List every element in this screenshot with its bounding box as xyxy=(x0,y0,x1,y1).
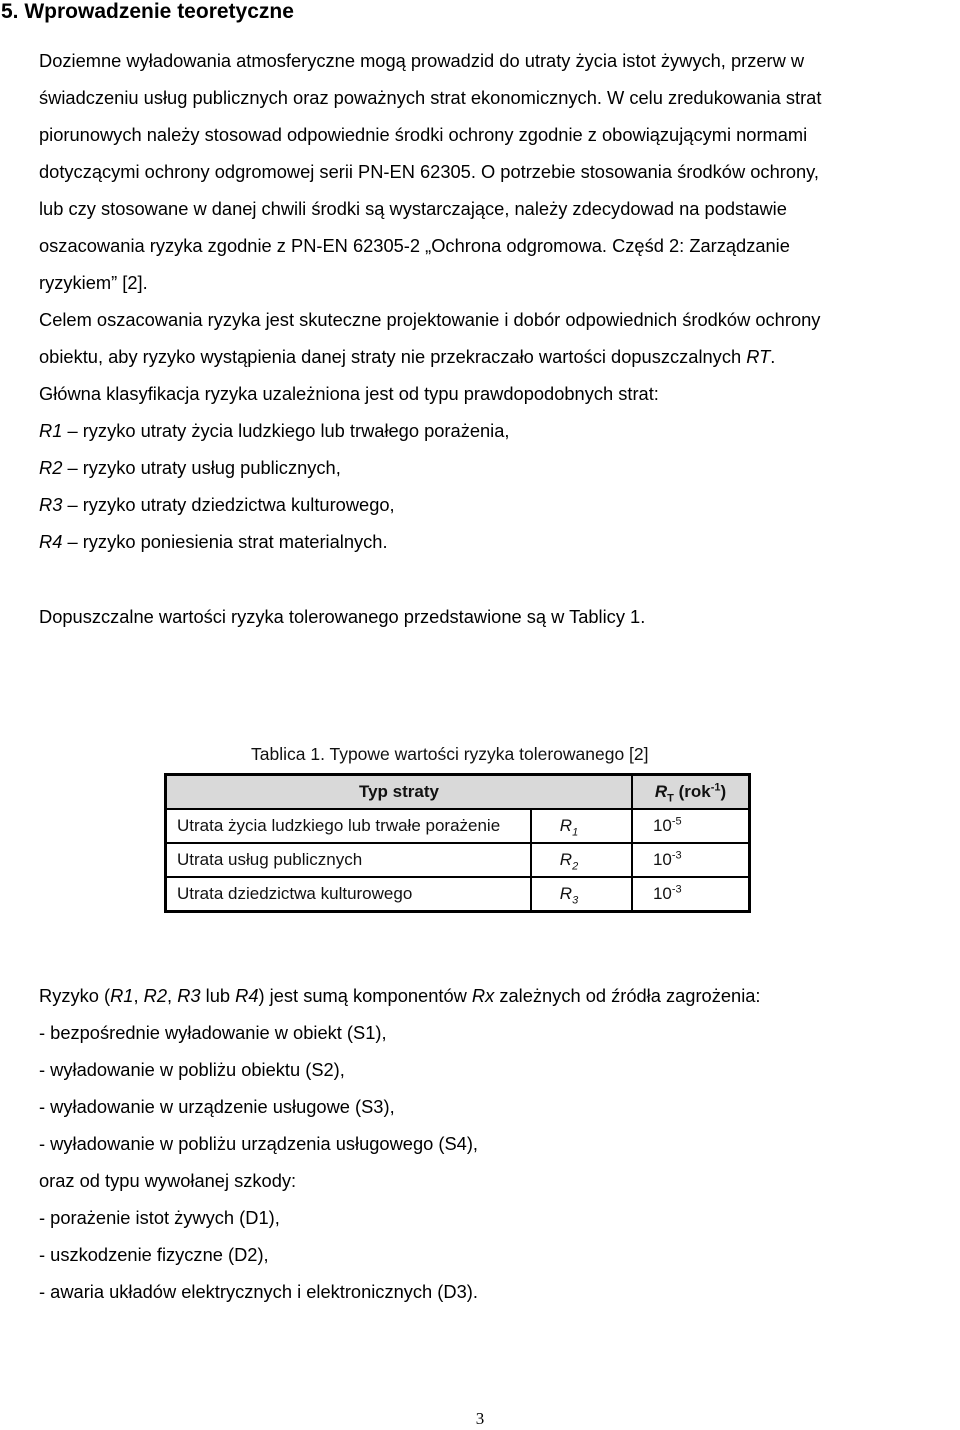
header-tolerable-risk xyxy=(632,775,750,810)
classification-paragraph: Główna klasyfikacja ryzyka uzależniona jest od typu prawdopodobnych strat: xyxy=(39,383,659,404)
risk-symbol: R2 xyxy=(39,457,63,478)
text-segment: ) jest sumą komponentów xyxy=(258,985,472,1006)
risk-description: – ryzyko utraty usług publicznych, xyxy=(62,457,341,478)
value-exponent: -3 xyxy=(671,883,682,896)
table-row xyxy=(166,877,750,912)
source-list-item: - wyładowanie w pobliżu urządzenia usługowego (S4), xyxy=(39,1133,478,1154)
text-segment: , xyxy=(133,985,144,1006)
source-list-item: - bezpośrednie wyładowanie w obiekt (S1), xyxy=(39,1022,387,1043)
intro-section xyxy=(39,42,960,560)
loss-type-cell: Utrata usług publicznych xyxy=(166,843,531,877)
value-exponent: -5 xyxy=(671,815,682,828)
symbol-main: R xyxy=(559,850,573,869)
risk-symbol-cell xyxy=(531,843,632,877)
text-segment: , xyxy=(167,985,178,1006)
header-unit: (rok xyxy=(673,782,711,801)
text-line xyxy=(39,346,775,367)
risk-list-item xyxy=(39,449,960,486)
text-line: oszacowania ryzyka zgodnie z PN-EN 62305-2 „Ochrona odgromowa. Częśd 2: Zarządzanie xyxy=(39,235,790,256)
header-close: ) xyxy=(720,782,727,801)
damage-intro-line: oraz od typu wywołanej szkody: xyxy=(39,1170,297,1191)
text-line: dotyczącymi ochrony odgromowej serii PN-EN 62305. O potrzebie stosowania środków ochrony, xyxy=(39,161,820,182)
text-line: ryzykiem” [2]. xyxy=(39,272,148,293)
text-line: świadczeniu usług publicznych oraz poważnych strat ekonomicznych. W celu zredukowania strat xyxy=(39,87,822,108)
risk-symbol: Rx xyxy=(471,985,495,1006)
symbol-subscript: 1 xyxy=(572,826,579,839)
page-number: 3 xyxy=(475,1409,485,1428)
risk-symbol: RT xyxy=(746,346,771,367)
damage-list-item: - uszkodzenie fizyczne (D2), xyxy=(39,1244,269,1265)
objective-paragraph xyxy=(39,301,960,375)
risk-value-cell xyxy=(632,877,750,912)
header-symbol: R xyxy=(654,782,668,801)
table-row xyxy=(166,809,750,843)
symbol-main: R xyxy=(559,816,573,835)
text-line: lub czy stosowane w danej chwili środki są wystarczające, należy zdecydowad na podstawie xyxy=(39,198,787,219)
risk-list-item xyxy=(39,412,960,449)
text-segment: obiektu, aby ryzyko wystąpienia danej straty nie przekraczało wartości dopuszczalnych xyxy=(39,346,747,367)
symbol-subscript: 2 xyxy=(572,860,579,873)
risk-symbol: R4 xyxy=(235,985,259,1006)
risk-value-cell xyxy=(632,809,750,843)
risk-list-item xyxy=(39,523,960,560)
symbol-subscript: 3 xyxy=(572,894,579,907)
value-exponent: -3 xyxy=(671,849,682,862)
table-row xyxy=(166,843,750,877)
header-subscript: T xyxy=(667,792,674,805)
text-line: Celem oszacowania ryzyka jest skuteczne projektowanie i dobór odpowiednich środków ochrony xyxy=(39,309,821,330)
table-caption: Tablica 1. Typowe wartości ryzyka tolerowanego [2] xyxy=(251,744,649,764)
value-base: 10 xyxy=(652,884,672,903)
risk-description: – ryzyko utraty życia ludzkiego lub trwałego porażenia, xyxy=(62,420,510,441)
text-line: piorunowych należy stosowad odpowiednie środki ochrony zgodnie z obowiązującymi normami xyxy=(39,124,808,145)
risk-symbol-cell xyxy=(531,809,632,843)
risk-symbol: R3 xyxy=(177,985,201,1006)
risk-symbol: R4 xyxy=(39,531,63,552)
table-header-row xyxy=(166,775,750,810)
text-segment: Ryzyko ( xyxy=(39,985,111,1006)
risk-symbol: R1 xyxy=(110,985,134,1006)
risk-description: – ryzyko utraty dziedzictwa kulturowego, xyxy=(62,494,395,515)
source-list-item: - wyładowanie w pobliżu obiektu (S2), xyxy=(39,1059,345,1080)
symbol-main: R xyxy=(559,884,573,903)
risk-symbol-cell xyxy=(531,877,632,912)
header-loss-type: Typ straty xyxy=(166,775,632,810)
risk-table xyxy=(164,773,751,913)
loss-type-cell: Utrata życia ludzkiego lub trwałe porażenie xyxy=(166,809,531,843)
damage-list-item: - awaria układów elektrycznych i elektronicznych (D3). xyxy=(39,1281,478,1302)
risk-symbol: R1 xyxy=(39,420,63,441)
text-segment: zależnych od źródła zagrożenia: xyxy=(494,985,761,1006)
risk-list-item xyxy=(39,486,960,523)
header-exponent: -1 xyxy=(710,781,721,794)
value-base: 10 xyxy=(652,850,672,869)
text-line: Doziemne wyładowania atmosferyczne mogą prowadzid do utraty życia istot żywych, przerw w xyxy=(39,50,805,71)
section-heading: 5. Wprowadzenie teoretyczne xyxy=(1,0,294,23)
risk-symbol: R2 xyxy=(143,985,168,1006)
risk-description: – ryzyko poniesienia strat materialnych. xyxy=(62,531,388,552)
source-list-item: - wyładowanie w urządzenie usługowe (S3), xyxy=(39,1096,395,1117)
components-intro-line xyxy=(39,977,960,1014)
text-segment: . xyxy=(770,346,776,367)
damage-list-item: - porażenie istot żywych (D1), xyxy=(39,1207,280,1228)
value-base: 10 xyxy=(652,816,672,835)
components-section xyxy=(39,977,960,1310)
text-segment: lub xyxy=(200,985,236,1006)
table-reference-paragraph: Dopuszczalne wartości ryzyka tolerowanego przedstawione są w Tablicy 1. xyxy=(39,606,646,627)
risk-symbol: R3 xyxy=(39,494,63,515)
risk-value-cell xyxy=(632,843,750,877)
loss-type-cell: Utrata dziedzictwa kulturowego xyxy=(166,877,531,912)
intro-paragraph xyxy=(39,42,960,301)
